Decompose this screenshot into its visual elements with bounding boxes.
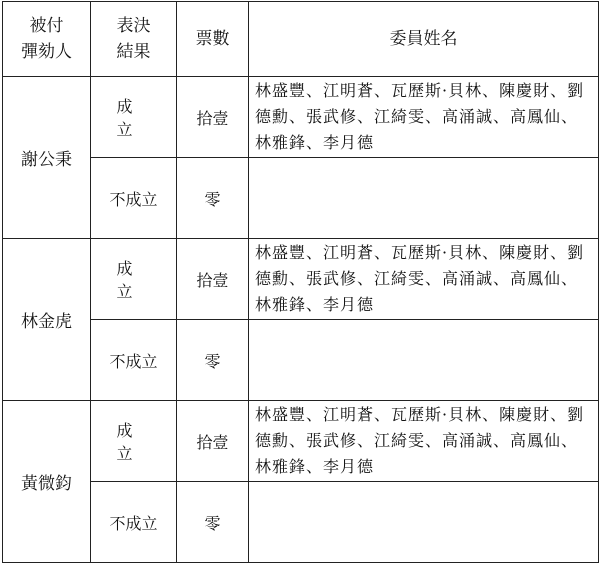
result-pass-label: 成 立 xyxy=(91,239,177,320)
pass-count: 拾壹 xyxy=(177,77,249,158)
table-row xyxy=(3,401,599,482)
pass-members: 林盛豐、江明蒼、瓦歷斯·貝林、陳慶財、劉德勳、張武修、江綺雯、高涌誠、高鳳仙、林雅鋒、李月德 xyxy=(249,401,599,482)
pass-count: 拾壹 xyxy=(177,401,249,482)
table-row xyxy=(3,158,599,239)
fail-count: 零 xyxy=(177,158,249,239)
fail-count: 零 xyxy=(177,482,249,563)
result-fail-label: 不成立 xyxy=(91,482,177,563)
header-vote-result xyxy=(91,2,177,77)
header-member-names: 委員姓名 xyxy=(249,2,599,77)
table-row xyxy=(3,77,599,158)
impeached-name: 林金虎 xyxy=(3,239,91,401)
table-row xyxy=(3,482,599,563)
header-vote-count: 票數 xyxy=(177,2,249,77)
table-row xyxy=(3,239,599,320)
header-result-line1: 表決 xyxy=(116,16,151,36)
pass-members: 林盛豐、江明蒼、瓦歷斯·貝林、陳慶財、劉德勳、張武修、江綺雯、高涌誠、高鳳仙、林雅鋒、李月德 xyxy=(249,239,599,320)
impeached-name: 謝公秉 xyxy=(3,77,91,239)
vote-result-table xyxy=(2,1,599,563)
table-row xyxy=(3,320,599,401)
fail-members xyxy=(249,320,599,401)
impeached-name: 黃微鈞 xyxy=(3,401,91,563)
header-result-line2: 結果 xyxy=(116,42,151,62)
fail-count: 零 xyxy=(177,320,249,401)
result-pass-label: 成 立 xyxy=(91,77,177,158)
header-row xyxy=(3,2,599,77)
result-fail-label: 不成立 xyxy=(91,158,177,239)
pass-members: 林盛豐、江明蒼、瓦歷斯·貝林、陳慶財、劉德勳、張武修、江綺雯、高涌誠、高鳳仙、林雅鋒、李月德 xyxy=(249,77,599,158)
result-fail-label: 不成立 xyxy=(91,320,177,401)
header-impeached-line2: 彈劾人 xyxy=(21,42,72,62)
header-impeached-person xyxy=(3,2,91,77)
result-pass-label: 成 立 xyxy=(91,401,177,482)
fail-members xyxy=(249,482,599,563)
fail-members xyxy=(249,158,599,239)
pass-count: 拾壹 xyxy=(177,239,249,320)
header-impeached-line1: 被付 xyxy=(29,16,64,36)
